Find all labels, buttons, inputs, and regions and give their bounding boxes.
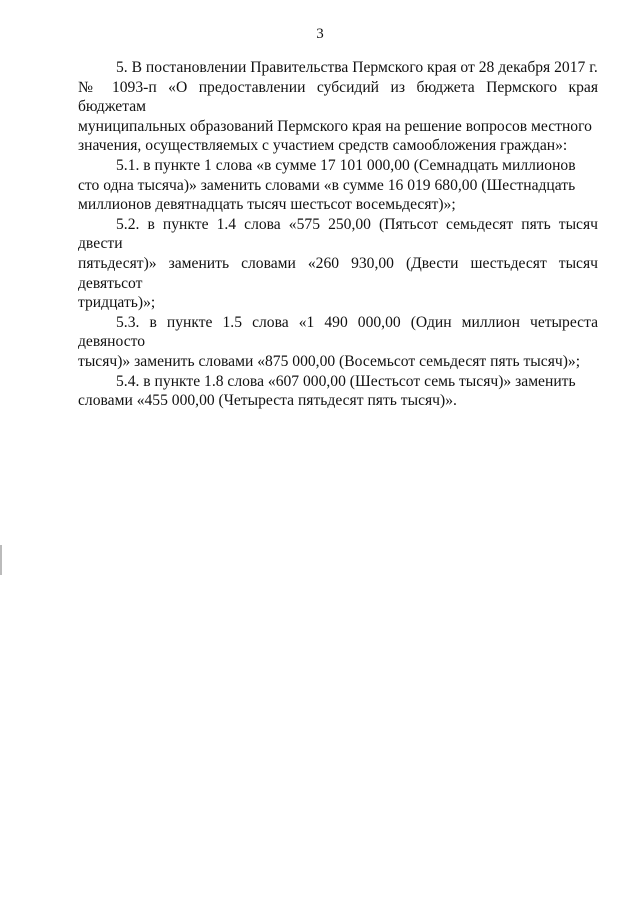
page-number: 3: [316, 26, 324, 42]
paragraph-item-5: 5. В постановлении Правительства Пермского края от 28 декабря 2017 г. № 1093-п «О предоставлении субсидий из бюджета Пермского края бюджетам муниципальных образований Пермского края на решение вопросов местного значения, осуществляемых с участием средств самообложения граждан»:: [78, 59, 598, 155]
paragraph-item-5-1: 5.1. в пункте 1 слова «в сумме 17 101 000,00 (Семнадцать миллионов сто одна тысяча)» заменить словами «в сумме 16 019 680,00 (Шестнадцать миллионов девятнадцать тысяч шестьсот восемьдесят)»;: [78, 156, 576, 214]
paragraph-item-5-4: 5.4. в пункте 1.8 слова «607 000,00 (Шестьсот семь тысяч)» заменить словами «455 000,00 (Четыреста пятьдесят пять тысяч)».: [78, 372, 576, 410]
document-body: [78, 58, 598, 411]
scan-edge-mark: [0, 545, 2, 575]
paragraph-item-5-2: 5.2. в пункте 1.4 слова «575 250,00 (Пятьсот семьдесят пять тысяч двести пятьдесят)» заменить словами «260 930,00 (Двести шестьдесят тысяч девятьсот тридцать)»;: [78, 215, 598, 312]
paragraph-item-5-3: 5.3. в пункте 1.5 слова «1 490 000,00 (Один миллион четыреста девяносто тысяч)» заменить словами «875 000,00 (Восемьсот семьдесят пять тысяч)»;: [78, 313, 598, 370]
